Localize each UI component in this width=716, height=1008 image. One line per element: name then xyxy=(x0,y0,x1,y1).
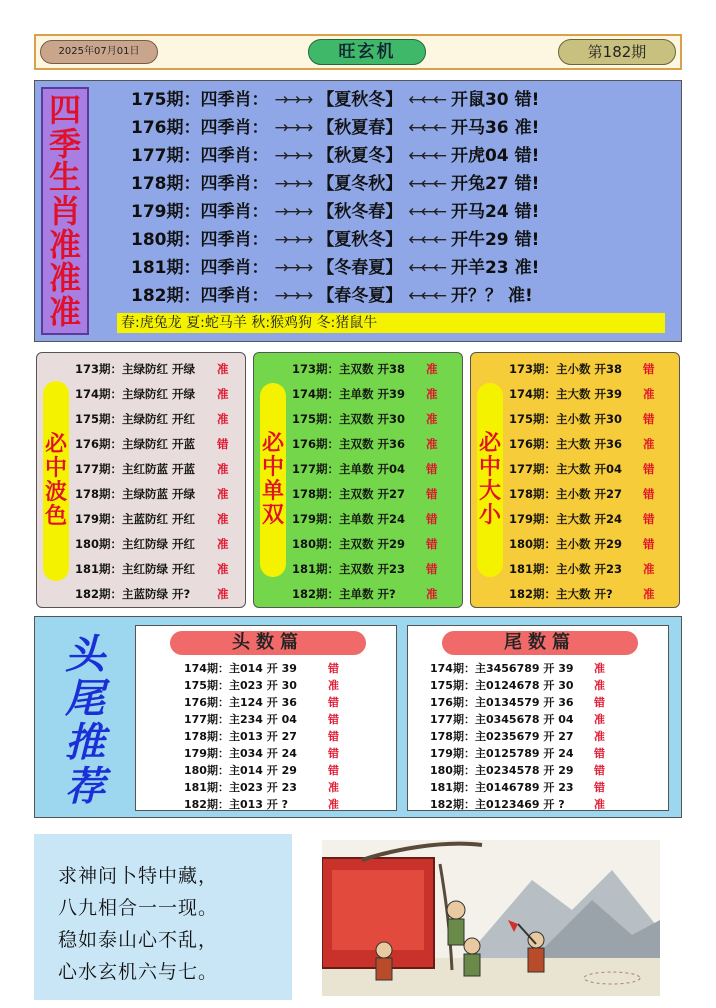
seasons-row-period: 177期： xyxy=(131,146,201,166)
odd-even-row-text: 178期：主双数 开27 xyxy=(292,487,406,501)
big-small-row-text: 177期：主大数 开04 xyxy=(509,462,623,476)
big-small-title-char: 中 xyxy=(478,454,501,480)
wave-row-text: 181期：主红防绿 开红 xyxy=(75,562,196,576)
big-small-row-verdict: 准 xyxy=(643,387,655,401)
header-title: 旺玄机 xyxy=(308,39,426,65)
big-small-row-verdict: 错 xyxy=(643,537,655,551)
head-row-text: 181期：主023 开 23 xyxy=(184,781,297,794)
seasons-title-char: 肖 xyxy=(48,191,81,230)
odd-even-title-char: 必 xyxy=(261,430,284,456)
seasons-row-verdict: 错! xyxy=(514,202,540,222)
seasons-row-result: 开羊23 xyxy=(450,258,509,278)
seasons-row-arrow-left: →→→ xyxy=(274,90,312,110)
odd-even-row-verdict: 准 xyxy=(426,412,438,426)
seasons-row-arrow-right: ←←← xyxy=(408,90,445,110)
head-tail-title-char: 荐 xyxy=(65,763,105,810)
poem-line: 稳如泰山心不乱， xyxy=(58,929,219,951)
odd-even-row-verdict: 错 xyxy=(426,462,438,476)
odd-even-row-text: 175期：主双数 开30 xyxy=(292,412,406,426)
seasons-row-pick: 【夏秋冬】 xyxy=(317,230,403,250)
tail-row-text: 180期：主0234578 开 29 xyxy=(430,764,574,777)
big-small-row-verdict: 错 xyxy=(643,362,655,376)
seasons-row-arrow-left: →→→ xyxy=(274,202,312,222)
wave-row-text: 175期：主绿防红 开红 xyxy=(75,412,196,426)
big-small-row-text: 180期：主小数 开29 xyxy=(509,537,623,551)
wave-vertical-title xyxy=(43,381,69,581)
seasons-row-arrow-right: ←←← xyxy=(408,174,445,194)
big-small-box xyxy=(470,352,680,608)
big-small-row-verdict: 错 xyxy=(643,487,655,501)
seasons-row xyxy=(131,115,539,141)
big-small-title-char: 大 xyxy=(478,479,501,504)
poem-line: 八九相合一一现。 xyxy=(58,897,219,919)
big-small-row-verdict: 错 xyxy=(643,462,655,476)
head-row-text: 180期：主014 开 29 xyxy=(184,764,297,777)
wave-row-verdict: 准 xyxy=(217,412,229,426)
big-small-row-text: 176期：主大数 开36 xyxy=(509,437,623,451)
big-small-row-verdict: 准 xyxy=(643,437,655,451)
tail-panel xyxy=(407,625,669,811)
seasons-row-label: 四季肖： xyxy=(200,202,269,222)
head-row-text: 179期：主034 开 24 xyxy=(184,747,297,760)
seasons-title-char: 四 xyxy=(48,90,81,129)
seasons-row-arrow-right: ←←← xyxy=(408,230,445,250)
wave-row-verdict: 准 xyxy=(217,362,229,376)
seasons-row-label: 四季肖： xyxy=(200,230,269,250)
head-row-verdict: 错 xyxy=(328,764,339,777)
big-small-row-text: 179期：主大数 开24 xyxy=(509,512,623,526)
wave-row-verdict: 准 xyxy=(217,387,229,401)
seasons-row-result: 开？？ xyxy=(450,286,502,306)
seasons-row-arrow-left: →→→ xyxy=(274,286,312,306)
seasons-row xyxy=(131,255,539,281)
odd-even-row-verdict: 错 xyxy=(426,562,438,576)
seasons-row-pick: 【夏秋冬】 xyxy=(317,90,403,110)
wave-title-char: 必 xyxy=(44,431,67,457)
head-panel-title: 头数篇 xyxy=(170,631,366,655)
seasons-row xyxy=(131,227,539,253)
big-small-title-char: 必 xyxy=(478,430,501,456)
head-row-text: 178期：主013 开 27 xyxy=(184,730,297,743)
odd-even-row-verdict: 错 xyxy=(426,537,438,551)
odd-even-box xyxy=(253,352,463,608)
head-row-verdict: 错 xyxy=(328,730,339,743)
wave-row-verdict: 准 xyxy=(217,512,229,526)
head-row-text: 176期：主124 开 36 xyxy=(184,696,297,709)
big-small-row-verdict: 错 xyxy=(643,412,655,426)
seasons-row-verdict: 准! xyxy=(514,118,540,138)
poem-line: 心水玄机六与七。 xyxy=(58,961,219,983)
seasons-row-label: 四季肖： xyxy=(200,90,269,110)
seasons-row-label: 四季肖： xyxy=(200,174,269,194)
seasons-row-period: 176期： xyxy=(131,118,201,138)
wave-row-text: 173期：主绿防红 开绿 xyxy=(75,362,196,376)
seasons-row-pick: 【秋夏春】 xyxy=(317,118,403,138)
seasons-row-verdict: 错! xyxy=(514,230,540,250)
odd-even-vertical-title xyxy=(260,383,286,577)
seasons-row-period: 175期： xyxy=(131,90,201,110)
seasons-row-arrow-left: →→→ xyxy=(274,230,312,250)
seasons-row xyxy=(131,171,539,197)
odd-even-row-text: 174期：主单数 开39 xyxy=(292,387,406,401)
head-row-verdict: 错 xyxy=(328,696,339,709)
big-small-row-text: 173期：主小数 开38 xyxy=(509,362,623,376)
seasons-row-period: 179期： xyxy=(131,202,201,222)
header-date: 2025年07月01日 xyxy=(40,40,158,64)
seasons-row-period: 180期： xyxy=(131,230,201,250)
big-small-row-verdict: 准 xyxy=(643,587,655,601)
seasons-title-char: 准 xyxy=(48,293,81,332)
seasons-row xyxy=(131,87,539,113)
tail-row-text: 174期：主3456789 开 39 xyxy=(430,662,574,675)
wave-row-verdict: 错 xyxy=(217,437,229,451)
tail-row-verdict: 准 xyxy=(594,679,605,692)
odd-even-row-text: 182期：主单数 开? xyxy=(292,587,396,601)
poem-line: 求神问卜特中藏， xyxy=(58,865,219,887)
tail-row-text: 181期：主0146789 开 23 xyxy=(430,781,574,794)
seasons-row-period: 182期： xyxy=(131,286,201,306)
odd-even-row-verdict: 准 xyxy=(426,387,438,401)
big-small-row-verdict: 准 xyxy=(643,562,655,576)
seasons-row-pick: 【夏冬秋】 xyxy=(317,174,403,194)
odd-even-title-char: 双 xyxy=(261,503,284,529)
head-tail-title-char: 头 xyxy=(65,631,105,678)
seasons-vertical-title xyxy=(41,87,89,335)
head-row-text: 182期：主013 开 ? xyxy=(184,798,288,811)
big-small-row-text: 182期：主大数 开? xyxy=(509,587,613,601)
head-tail-title-char: 推 xyxy=(65,719,105,766)
head-tail-title-char: 尾 xyxy=(65,675,105,722)
odd-even-row-verdict: 准 xyxy=(426,587,438,601)
odd-even-row-text: 177期：主单数 开04 xyxy=(292,462,406,476)
seasons-row-verdict: 错! xyxy=(514,174,540,194)
tail-row-verdict: 错 xyxy=(594,764,605,777)
head-row-verdict: 错 xyxy=(328,662,339,675)
wave-row-text: 176期：主绿防红 开蓝 xyxy=(75,437,196,451)
odd-even-title-char: 中 xyxy=(261,454,284,480)
seasons-row-verdict: 准! xyxy=(507,286,533,306)
big-small-row-verdict: 错 xyxy=(643,512,655,526)
big-small-row-text: 178期：主小数 开27 xyxy=(509,487,623,501)
seasons-row-label: 四季肖： xyxy=(200,118,269,138)
head-row-verdict: 准 xyxy=(328,798,339,811)
tail-row-text: 177期：主0345678 开 04 xyxy=(430,713,574,726)
seasons-row-arrow-left: →→→ xyxy=(274,118,312,138)
seasons-title-char: 生 xyxy=(48,158,81,197)
odd-even-row-text: 173期：主双数 开38 xyxy=(292,362,406,376)
tail-panel-title: 尾数篇 xyxy=(442,631,638,655)
seasons-legend: 春:虎兔龙 夏:蛇马羊 秋:猴鸡狗 冬:猪鼠牛 xyxy=(117,313,665,333)
seasons-row-arrow-left: →→→ xyxy=(274,146,312,166)
seasons-title-char: 准 xyxy=(48,259,81,298)
seasons-row-arrow-right: ←←← xyxy=(408,286,445,306)
header-issue: 第182期 xyxy=(558,39,676,65)
head-row-verdict: 错 xyxy=(328,713,339,726)
big-small-title-char: 小 xyxy=(478,503,501,529)
wave-title-char: 色 xyxy=(44,504,67,530)
tail-row-text: 178期：主0235679 开 27 xyxy=(430,730,574,743)
head-row-verdict: 错 xyxy=(328,747,339,760)
tail-row-text: 176期：主0134579 开 36 xyxy=(430,696,574,709)
cartoon-illustration xyxy=(322,840,660,996)
head-row-verdict: 准 xyxy=(328,679,339,692)
tail-row-text: 175期：主0124678 开 30 xyxy=(430,679,574,692)
seasons-row-arrow-left: →→→ xyxy=(274,174,312,194)
seasons-row-pick: 【秋冬春】 xyxy=(317,202,403,222)
odd-even-row-text: 176期：主双数 开36 xyxy=(292,437,406,451)
wave-row-text: 174期：主绿防红 开绿 xyxy=(75,387,196,401)
seasons-row-label: 四季肖： xyxy=(200,146,269,166)
tail-row-text: 182期：主0123469 开 ? xyxy=(430,798,565,811)
seasons-row-arrow-right: ←←← xyxy=(408,258,445,278)
wave-row-text: 178期：主绿防蓝 开绿 xyxy=(75,487,196,501)
big-small-row-text: 175期：主小数 开30 xyxy=(509,412,623,426)
head-tail-section xyxy=(34,616,682,818)
seasons-row-label: 四季肖： xyxy=(200,286,269,306)
tail-row-verdict: 错 xyxy=(594,696,605,709)
head-panel xyxy=(135,625,397,811)
seasons-row-verdict: 准! xyxy=(514,258,540,278)
seasons-row-period: 181期： xyxy=(131,258,201,278)
seasons-row-label: 四季肖： xyxy=(200,258,269,278)
seasons-row-pick: 【秋夏冬】 xyxy=(317,146,403,166)
wave-row-text: 180期：主红防绿 开红 xyxy=(75,537,196,551)
seasons-row-period: 178期： xyxy=(131,174,201,194)
seasons-row-pick: 【冬春夏】 xyxy=(317,258,403,278)
odd-even-row-text: 179期：主单数 开24 xyxy=(292,512,406,526)
seasons-title-char: 季 xyxy=(48,124,81,163)
tail-row-verdict: 错 xyxy=(594,781,605,794)
seasons-row xyxy=(131,199,539,225)
big-small-vertical-title xyxy=(477,383,503,577)
big-small-row-text: 174期：主大数 开39 xyxy=(509,387,623,401)
tail-row-verdict: 错 xyxy=(594,747,605,760)
wave-row-verdict: 准 xyxy=(217,537,229,551)
seasons-row-arrow-right: ←←← xyxy=(408,202,445,222)
seasons-row-verdict: 错! xyxy=(514,90,540,110)
tail-row-verdict: 准 xyxy=(594,662,605,675)
seasons-row-result: 开虎04 xyxy=(450,146,509,166)
wave-row-verdict: 准 xyxy=(217,587,229,601)
head-row-text: 175期：主023 开 30 xyxy=(184,679,297,692)
seasons-row-arrow-right: ←←← xyxy=(408,118,445,138)
wave-color-box xyxy=(36,352,246,608)
wave-row-verdict: 准 xyxy=(217,462,229,476)
head-tail-vertical-title xyxy=(45,631,125,810)
odd-even-row-verdict: 准 xyxy=(426,362,438,376)
seasons-row-result: 开鼠30 xyxy=(450,90,509,110)
seasons-row-pick: 【春冬夏】 xyxy=(317,286,403,306)
tail-row-text: 179期：主0125789 开 24 xyxy=(430,747,574,760)
wave-title-char: 中 xyxy=(44,455,67,481)
seasons-section xyxy=(34,80,682,342)
seasons-row-arrow-left: →→→ xyxy=(274,258,312,278)
odd-even-row-verdict: 准 xyxy=(426,437,438,451)
seasons-row xyxy=(131,143,539,169)
header-bar xyxy=(34,34,682,70)
tail-row-verdict: 准 xyxy=(594,798,605,811)
head-row-verdict: 准 xyxy=(328,781,339,794)
odd-even-row-verdict: 错 xyxy=(426,487,438,501)
seasons-row-result: 开马36 xyxy=(450,118,509,138)
tail-row-verdict: 准 xyxy=(594,713,605,726)
wave-row-text: 182期：主蓝防绿 开? xyxy=(75,587,191,601)
wave-row-verdict: 准 xyxy=(217,562,229,576)
poem-box xyxy=(34,834,292,1000)
seasons-title-char: 准 xyxy=(48,225,81,264)
seasons-row-arrow-right: ←←← xyxy=(408,146,445,166)
odd-even-row-verdict: 错 xyxy=(426,512,438,526)
head-row-text: 174期：主014 开 39 xyxy=(184,662,297,675)
seasons-row xyxy=(131,283,533,309)
wave-title-char: 波 xyxy=(44,480,67,505)
big-small-row-text: 181期：主小数 开23 xyxy=(509,562,623,576)
seasons-row-verdict: 错! xyxy=(514,146,540,166)
odd-even-title-char: 单 xyxy=(261,479,284,504)
odd-even-row-text: 180期：主双数 开29 xyxy=(292,537,406,551)
wave-row-text: 177期：主红防蓝 开蓝 xyxy=(75,462,196,476)
tail-row-verdict: 准 xyxy=(594,730,605,743)
seasons-row-result: 开马24 xyxy=(450,202,509,222)
seasons-row-result: 开兔27 xyxy=(450,174,509,194)
seasons-row-result: 开牛29 xyxy=(450,230,509,250)
wave-row-text: 179期：主蓝防红 开红 xyxy=(75,512,196,526)
wave-row-verdict: 准 xyxy=(217,487,229,501)
odd-even-row-text: 181期：主双数 开23 xyxy=(292,562,406,576)
head-row-text: 177期：主234 开 04 xyxy=(184,713,297,726)
